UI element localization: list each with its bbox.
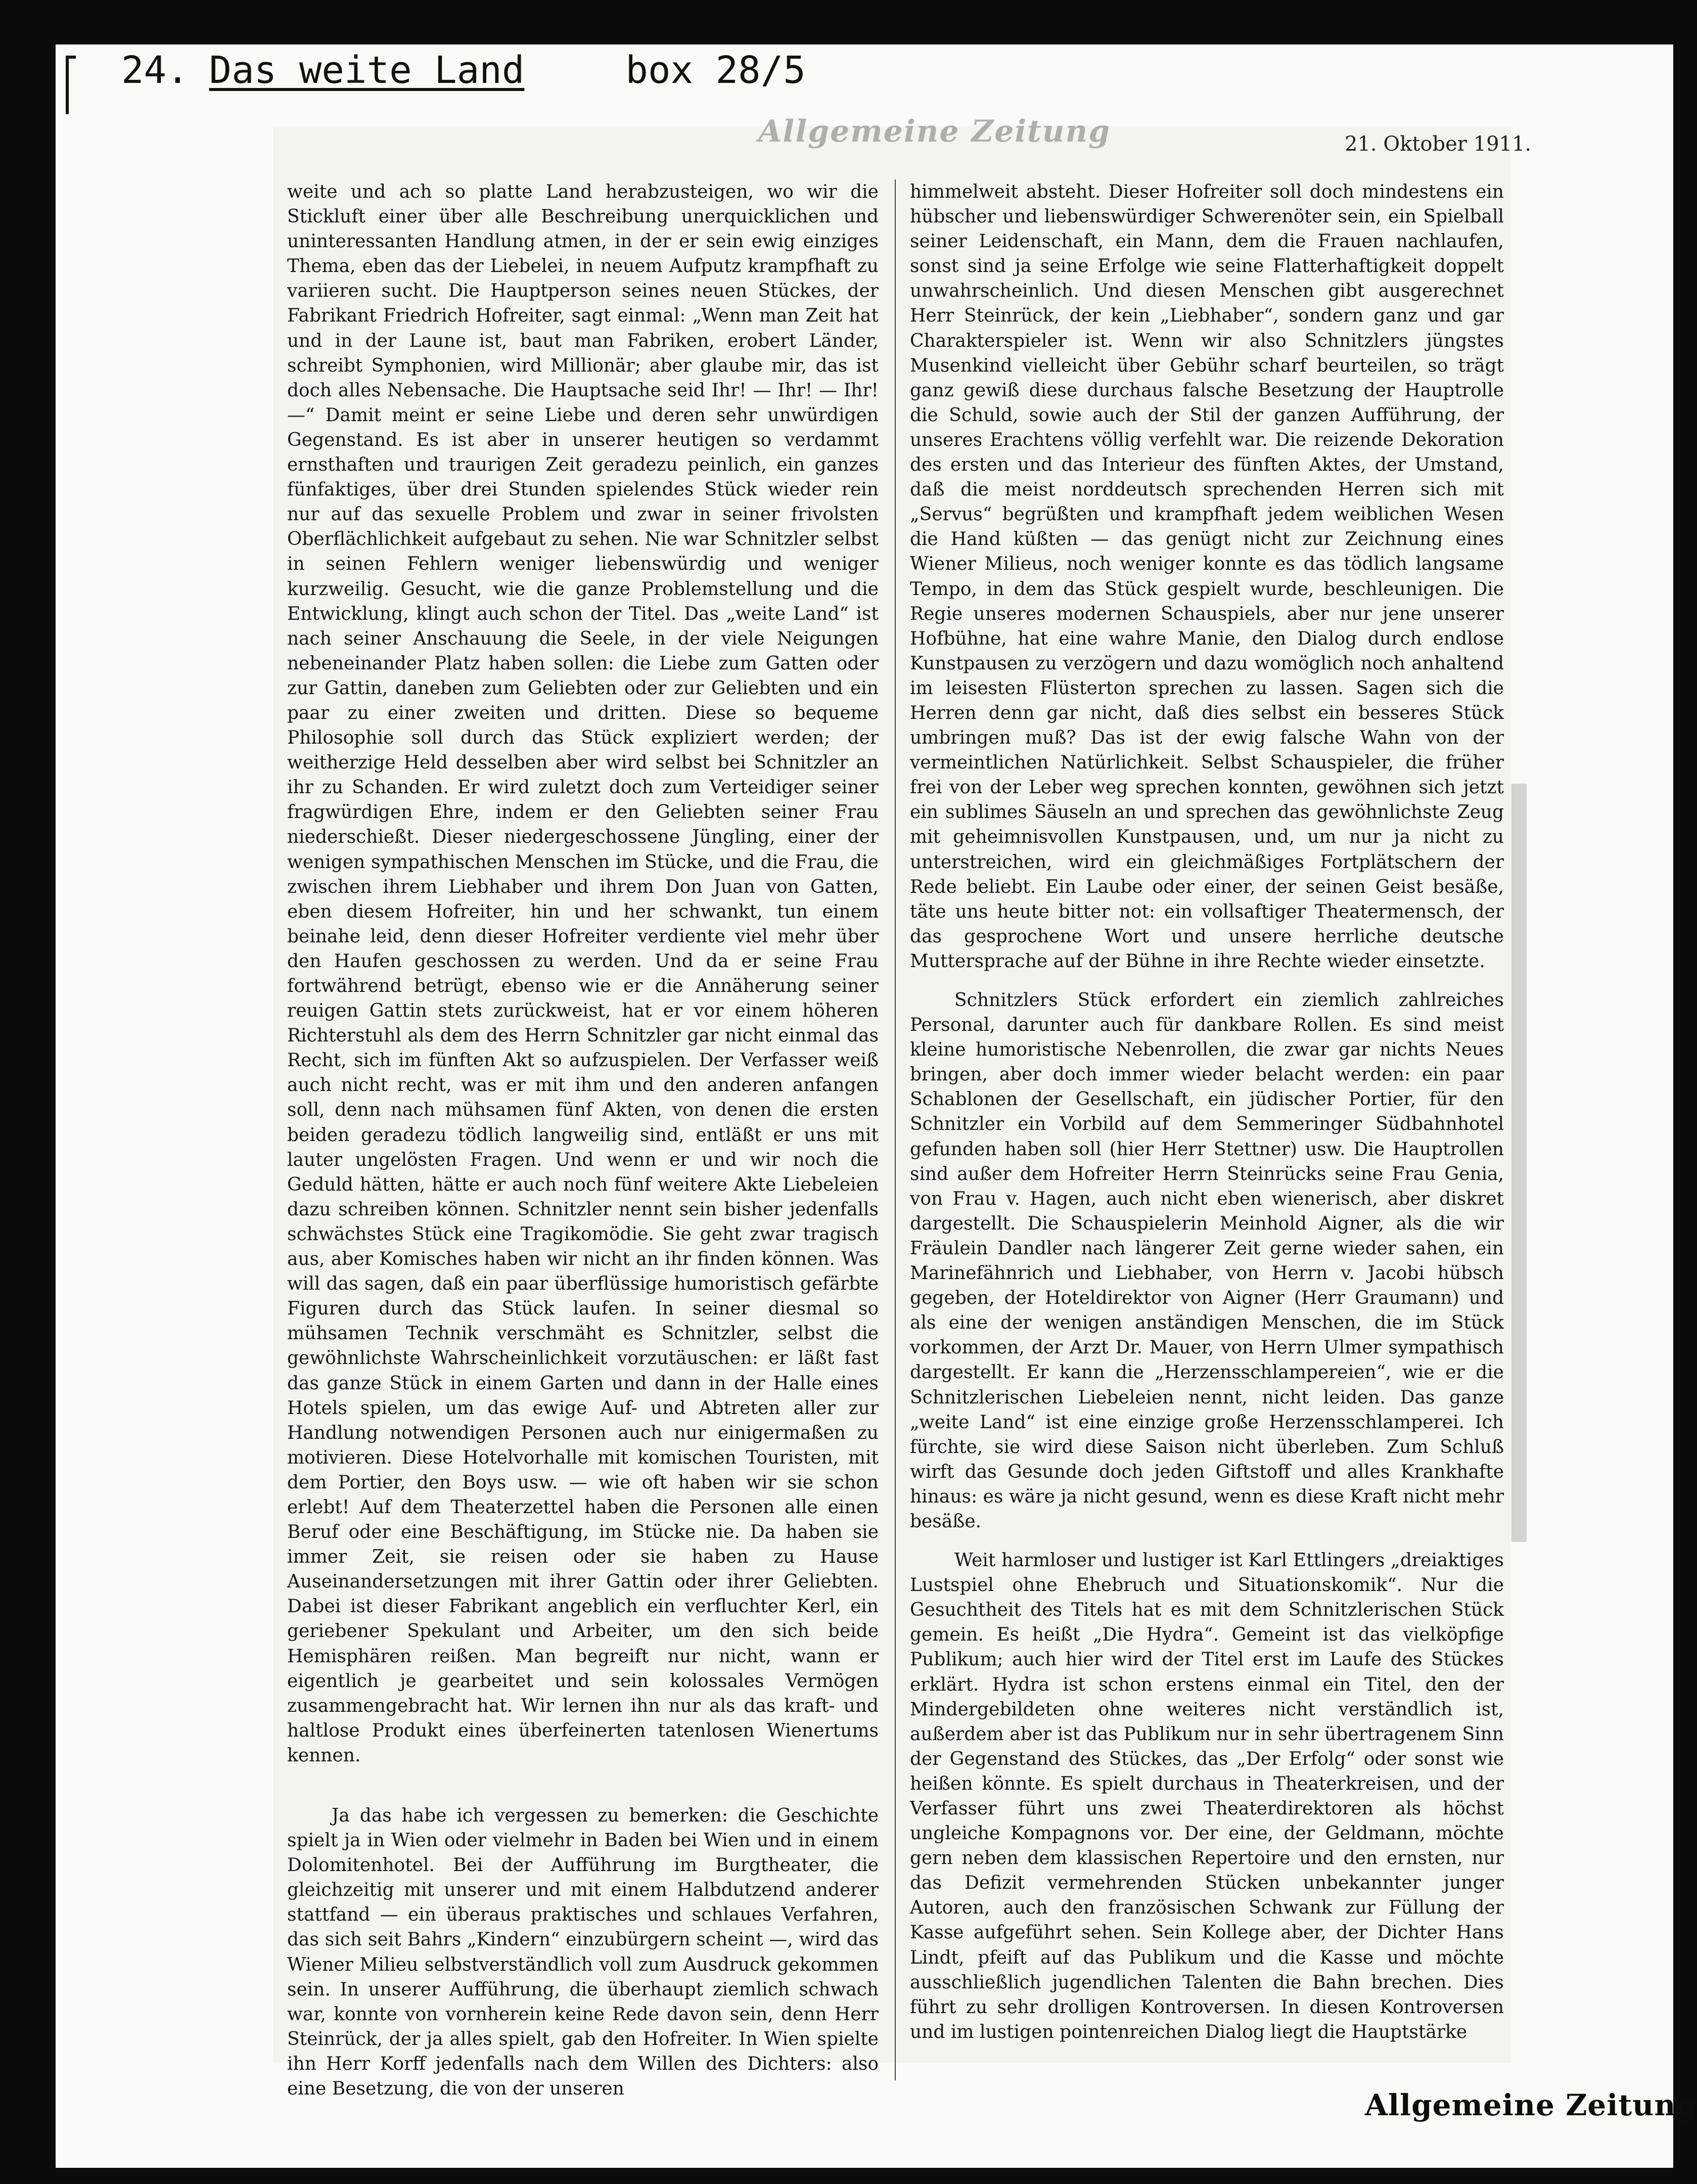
paragraph: Ja das habe ich vergessen zu bemerken: die Geschichte spielt ja in Wien oder vielmehr in Baden bei Wien und in einem Dolomitenhotel. Bei der Aufführung im Burgtheater, die gleichzeitig mit unserer und mit einem Halbdutzend anderer stattfand — ein überaus praktisches und schlaues Verfahren, das sich seit Bahrs „Kindern“ einzubürgern scheint —, wird das Wiener Milieu selbstverständlich voll zum Ausdruck gekommen sein. In unserer Aufführung, die überhaupt ziemlich schwach war, konnte von vornherein keine Rede davon sein, denn Herr Steinrück, der ja alles spielt, gab den Hofreiter. In Wien spielte ihn Herr Korff jedenfalls nach dem Willen des Dichters: also eine Besetzung, die von der unseren xyxy=(287,1805,879,2100)
article-column-left xyxy=(287,179,879,2100)
fold-shadow xyxy=(1511,784,1527,1542)
issue-date: 21. Oktober 1911. xyxy=(1345,132,1532,156)
paragraph: Weit harmloser und lustiger ist Karl Ettlingers „dreiaktiges Lustspiel ohne Ehebruch und Situationskomik“. Nur die Gesuchtheit des Titels hat es mit dem Schnitzlerischen Stück gemein. Es heißt „Die Hydra“. Gemeint ist das vielköpfige Publikum; auch hier wird der Titel erst im Laufe des Stückes erklärt. Hydra ist schon erstens einmal ein Titel, den der Mindergebildeten ohne weiteres nicht verständlich ist, außerdem aber ist das Publikum nur in sehr übertragenem Sinn der Gegenstand des Stückes, das „Der Erfolg“ oder sonst wie heißen könnte. Es spielt durchaus in Theaterkreisen, und der Verfasser führt uns zwei Theaterdirektoren als höchst ungleiche Kompagnons vor. Der eine, der Geldmann, möchte gern neben dem klassischen Repertoire und den ernsten, nur das Defizit vermehrenden Stücken unbekannter junger Autoren, auch den französischen Schwank zur Füllung der Kasse aufgeführt sehen. Sein Kollege aber, der Dichter Hans Lindt, pfeift auf das Publikum und die Kasse und möchte ausschließlich jugendlichen Talenten die Bahn brechen. Dies führt zu sehr drolligen Kontroversen. In diesen Kontroversen und im lustigen pointenreichen Dialog liegt die Hauptstärke xyxy=(910,1550,1504,2042)
column-divider xyxy=(895,179,896,2080)
archive-title: Das weite Land xyxy=(209,49,525,92)
paragraph: Schnitzlers Stück erfordert ein ziemlich zahlreiches Personal, darunter auch für dankbare Rollen. Es sind meist kleine humoristische Nebenrollen, die zwar gar nichts Neues bringen, aber doch immer wieder belacht werden: ein paar Schablonen der Gesellschaft, ein jüdischer Portier, für den Schnitzler ein Vorbild auf dem Semmeringer Südbahnhotel gefunden haben soll (hier Herr Stettner) usw. Die Hauptrollen sind außer dem Hofreiter Herrn Steinrücks seine Frau Genia, von Frau v. Hagen, auch nicht eben wienerisch, aber diskret dargestellt. Die Schauspielerin Meinhold Aigner, als die wir Fräulein Dandler nach längerer Zeit gerne wieder sahen, ein Marinefähnrich und Liebhaber, von Herrn v. Jacobi hübsch gegeben, der Hoteldirektor von Aigner (Herr Graumann) und als eine der wenigen anständigen Menschen, die im Stück vorkommen, der Arzt Dr. Mauer, von Herrn Ulmer sympathisch dargestellt. Er kann die „Herzensschlampereien“, wie er die Schnitzlerischen Liebeleien nennt, nicht leiden. Das ganze „weite Land“ ist eine einzige große Herzensschlamperei. Ich fürchte, sie wird diese Saison nicht überleben. Zum Schluß wirft das Gesunde doch jeden Giftstoff und alles Krankhafte hinaus: es wäre ja nicht gesund, wenn es diese Kraft nicht mehr besäße. xyxy=(910,990,1504,1532)
archive-label xyxy=(121,42,806,98)
archive-number: 24. xyxy=(121,49,189,92)
masthead-top: Allgemeine Zeitung xyxy=(758,114,1111,149)
paragraph: himmelweit absteht. Dieser Hofreiter soll doch mindestens ein hübscher und liebenswürdiger Schwerenöter sein, ein Spielball seiner Leidenschaft, ein Mann, dem die Frauen nachlaufen, sonst sind ja seine Erfolge wie seine Flatterhaftigkeit doppelt unwahrscheinlich. Und diesen Menschen gibt ausgerechnet Herr Steinrück, der kein „Liebhaber“, sondern ganz und gar Charakterspieler ist. Wenn wir also Schnitzlers jüngstes Musenkind vielleicht über Gebühr scharf beurteilen, so trägt ganz gewiß diese durchaus falsche Besetzung der Hauptrolle die Schuld, sowie auch der Stil der ganzen Aufführung, der unseres Erachtens völlig verfehlt war. Die reizende Dekoration des ersten und das Interieur des fünften Aktes, der Umstand, daß die meist norddeutsch sprechenden Herren sich mit „Servus“ begrüßten und krampfhaft jedem weiblichen Wesen die Hand küßten — das genügt nicht zur Zeichnung eines Wiener Milieus, noch weniger konnte es das tödlich langsame Tempo, in dem das Stück gespielt wurde, beschleunigen. Die Regie unseres modernen Schauspiels, aber nur jene unserer Hofbühne, hat eine wahre Manie, den Dialog durch endlose Kunstpausen zu verzögern und dazu womöglich noch anhaltend im leisesten Flüsterton sprechen zu lassen. Sagen sich die Herren denn gar nicht, daß dies selbst ein besseres Stück umbringen muß? Das ist der ewig falsche Wahn von der vermeintlichen Natürlichkeit. Selbst Schauspieler, die früher frei von der Leber weg sprechen konnten, gewöhnen sich jetzt ein sublimes Säuseln an und sprechen das gewöhnlichste Zeug mit geheimnisvollen Kunstpausen, und, um nur ja nicht zu unterstreichen, wird ein gleichmäßiges Fortplätschern der Rede beliebt. Ein Laube oder einer, der seinen Geist besäße, täte uns heute bitter not: ein vollsaftiger Theatermensch, der das gesprochene Wort und unsere herrliche deutsche Muttersprache auf der Bühne in ihre Rechte wieder einsetzte. xyxy=(910,181,1504,972)
masthead-bottom: Allgemeine Zeitung xyxy=(1365,2088,1697,2122)
archive-box: box 28/5 xyxy=(625,49,806,92)
paragraph: weite und ach so platte Land herabzusteigen, wo wir die Stickluft einer über alle Beschreibung unerquicklichen und uninteressanten Handlung atmen, in der er sein ewig einziges Thema, eben das der Liebelei, in neuem Aufputz krampfhaft zu variieren sucht. Die Hauptperson seines neuen Stückes, der Fabrikant Friedrich Hofreiter, sagt einmal: „Wenn man Zeit hat und in der Laune ist, baut man Fabriken, erobert Länder, schreibt Symphonien, wird Millionär; aber glaube mir, das ist doch alles Nebensache. Die Hauptsache seid Ihr! — Ihr! — Ihr! —“ Damit meint er seine Liebe und deren sehr unwürdigen Gegenstand. Es ist aber in unserer heutigen so verdammt ernsthaften und traurigen Zeit geradezu peinlich, ein ganzes fünfaktiges, über drei Stunden spielendes Stück wieder rein nur auf das sexuelle Problem und zwar in seiner frivolsten Oberflächlichkeit aufgebaut zu sehen. Nie war Schnitzler selbst in seinen Fehlern weniger liebenswürdig und weniger kurzweilig. Gesucht, wie die ganze Problemstellung und die Entwicklung, klingt auch schon der Titel. Das „weite Land“ ist nach seiner Anschauung die Seele, in der viele Neigungen nebeneinander Platz haben sollen: die Liebe zum Gatten oder zur Gattin, daneben zum Geliebten oder zur Geliebten und ein paar zu einer zweiten und dritten. Diese so bequeme Philosophie soll durch das Stück expliziert werden; der weitherzige Held desselben aber wird selbst bei Schnitzler an ihr zu Schanden. Er wird zuletzt doch zum Verteidiger seiner fragwürdigen Ehre, indem er den Geliebten seiner Frau niederschießt. Dieser niedergeschossene Jüngling, einer der wenigen sympathischen Menschen im Stücke, und die Frau, die zwischen ihrem Liebhaber und ihrem Don Juan von Gatten, eben diesem Hofreiter, hin und her schwankt, tun einem beinahe leid, denn dieser Hofreiter verdiente viel mehr über den Haufen geschossen zu werden. Und da er seine Frau fortwährend betrügt, ebenso wie er die Annäherung seiner reuigen Gattin stets zurückweist, hat er vor einem höheren Richterstuhl als dem des Herrn Schnitzler gar nicht einmal das Recht, sich im fünften Akt so aufzuspielen. Der Verfasser weiß auch nicht recht, was er mit ihm und den anderen anfangen soll, denn nach mühsamen fünf Akten, von denen die ersten beiden geradezu tödlich langweilig sind, entläßt er uns mit lauter ungelösten Fragen. Und wenn er und wir noch die Geduld hätten, hätte er auch noch fünf weitere Akte Liebeleien dazu schreiben können. Schnitzler nennt sein bisher jedenfalls schwächstes Stück eine Tragikomödie. Sie geht zwar tragisch aus, aber Komisches haben wir nicht an ihr finden können. Was will das sagen, daß ein paar überflüssige humoristisch gefärbte Figuren durch das Stück laufen. In seiner diesmal so mühsamen Technik verschmäht es Schnitzler, selbst die gewöhnlichste Wahrscheinlichkeit vorzutäuschen: er läßt fast das ganze Stück in einem Garten und dann in der Halle eines Hotels spielen, um das ewige Auf- und Abtreten aller zur Handlung notwendigen Personen auch nur einigermaßen zu motivieren. Diese Hotelvorhalle mit komischen Touristen, mit dem Portier, den Boys usw. — wie oft haben wir sie schon erlebt! Auf dem Theaterzettel haben die Personen alle einen Beruf oder eine Beschäftigung, im Stücke nie. Da haben sie immer Zeit, sie reisen oder sie haben zu Hause Auseinandersetzungen mit ihrer Gattin oder ihrer Geliebten. Dabei ist dieser Fabrikant angeblich ein verfluchter Kerl, ein geriebener Spekulant und Arbeiter, um den sich beide Hemisphären reißen. Man begreift nur nicht, wann er eigentlich je gearbeitet und sein kolossales Vermögen zusammengebracht hat. Wir lernen ihn nur als das kraft- und haltlose Produkt eines überfeinerten tatenlosen Wienertums kennen. xyxy=(287,181,879,1766)
corner-mark xyxy=(66,56,76,114)
article-column-right xyxy=(910,179,1504,2078)
